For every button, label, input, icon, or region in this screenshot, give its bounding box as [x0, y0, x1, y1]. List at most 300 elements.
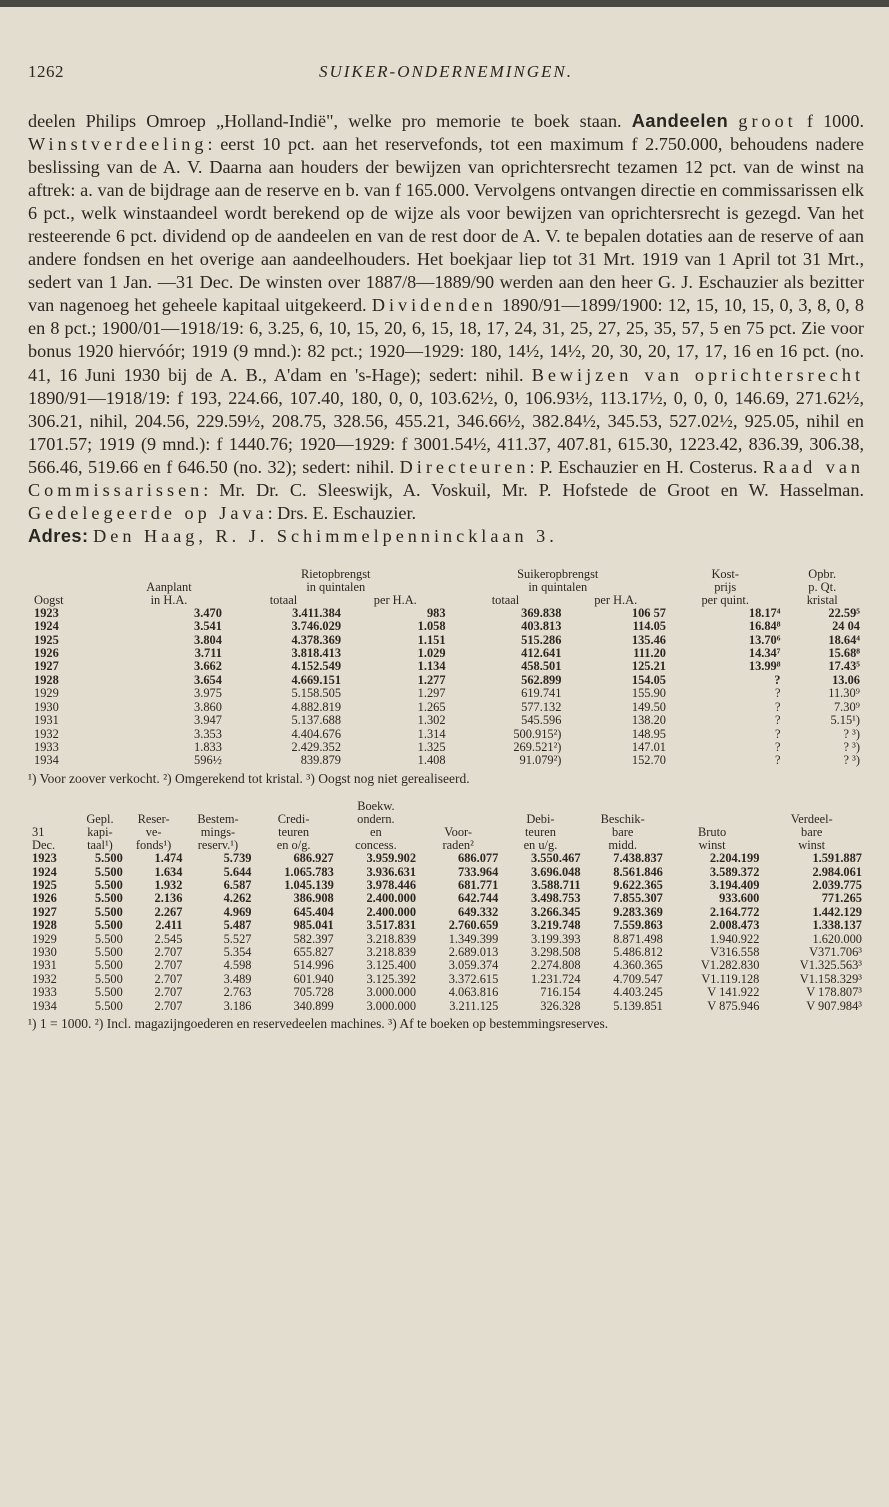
table-cell: 1.045.139 [284, 878, 334, 893]
table-cell: 326.328 [540, 998, 581, 1013]
table-cell: 1934 [34, 753, 59, 768]
table-cell: 933.600 [719, 891, 760, 906]
table-cell: 4.152.549 [291, 659, 342, 674]
table-cell: 3.746.029 [291, 619, 342, 634]
table-cell: 125.21 [631, 659, 666, 674]
table-cell: 135.46 [631, 632, 666, 647]
table-cell: 13.70⁶ [748, 632, 781, 647]
table-cell: 5.15¹) [830, 713, 860, 728]
dividenden-label: Dividenden [371, 295, 497, 316]
table-cell: 3.662 [194, 659, 222, 674]
table-cell: 1925 [34, 632, 59, 647]
table-cell: 1933 [34, 739, 59, 754]
table-cell: 148.95 [631, 726, 666, 741]
table-cell: 3.218.839 [366, 945, 417, 960]
table-cell: 3.804 [194, 632, 222, 647]
table-cell: 1923 [34, 605, 59, 620]
table-row [28, 1000, 864, 1013]
column-header: Credi- [277, 812, 310, 827]
table-cell: 5.500 [94, 851, 123, 866]
table-cell: 3.199.393 [531, 931, 581, 946]
table-cell: 5.487 [223, 918, 252, 933]
table-cell: 7.438.837 [613, 851, 663, 866]
table-cell: 1934 [32, 998, 57, 1013]
table-cell: 3.588.711 [531, 878, 581, 893]
column-header: en o/g. [276, 838, 311, 853]
table-cell: 582.397 [293, 931, 334, 946]
table-cell: ? [774, 672, 781, 687]
table-row [28, 754, 864, 767]
table-cell: 3.125.400 [366, 958, 417, 973]
table2-footnote: ¹) 1 = 1000. ²) Incl. magazijngoederen en reservedeelen machines. ³) Af te boeken op bestemmingsreserves. [28, 1016, 609, 1032]
table-row [28, 741, 864, 754]
table-header-row [28, 568, 864, 581]
table-row [28, 852, 864, 865]
column-header: bare [612, 825, 634, 840]
table-cell: 5.137.688 [291, 713, 342, 728]
table-cell: 18.64⁴ [828, 632, 860, 647]
table-row [28, 906, 864, 919]
table-cell: 686.927 [293, 851, 334, 866]
table-cell: 1930 [32, 945, 57, 960]
table-cell: 3.550.467 [531, 851, 581, 866]
table-header-row [28, 581, 864, 594]
table-cell: 1923 [32, 851, 57, 866]
table-cell: 1.474 [154, 851, 183, 866]
running-title: SUIKER-ONDERNEMINGEN. [318, 62, 573, 81]
table-cell: 4.360.365 [613, 958, 663, 973]
table-cell: 8.561.846 [613, 864, 663, 879]
table-cell: 3.411.384 [292, 605, 342, 620]
top-edge-bar [0, 0, 889, 7]
column-header: ve- [145, 825, 162, 840]
table-cell: 649.332 [458, 904, 499, 919]
suiker-unit-header: in quintalen [528, 579, 588, 594]
table-cell: 5.527 [223, 931, 252, 946]
table-cell: 3.194.409 [709, 878, 760, 893]
column-header: winst [798, 838, 826, 853]
table-cell: 2.545 [154, 931, 183, 946]
table-row [28, 892, 864, 905]
table-cell: 340.899 [293, 998, 334, 1013]
table-row [28, 973, 864, 986]
table-row [28, 986, 864, 999]
table-cell: 13.06 [832, 672, 860, 687]
table-cell: 4.063.816 [448, 985, 499, 1000]
table-row [28, 701, 864, 714]
table-cell: V1.325.563³ [799, 958, 862, 973]
table-row [28, 879, 864, 892]
table-cell: 3.353 [194, 726, 222, 741]
table-cell: 1.932 [154, 878, 183, 893]
table-cell: 18.17⁴ [748, 605, 781, 620]
table-cell: 3.000.000 [366, 998, 417, 1013]
table-cell: 9.622.365 [613, 878, 663, 893]
table-cell: 4.709.547 [613, 971, 663, 986]
table-cell: 1.634 [154, 864, 183, 879]
table-cell: 1.349.399 [448, 931, 499, 946]
table-cell: 9.283.369 [613, 904, 663, 919]
table-cell: 1932 [34, 726, 59, 741]
table-cell: 1.065.783 [284, 864, 334, 879]
table-row [28, 647, 864, 660]
table-cell: V1.119.128 [701, 971, 760, 986]
table-cell: 154.05 [631, 672, 666, 687]
table-cell: 716.154 [540, 985, 581, 1000]
table-cell: 15.68⁸ [828, 646, 860, 661]
table-cell: 458.501 [521, 659, 562, 674]
table-cell: 1.134 [417, 659, 446, 674]
column-header: Bruto [697, 825, 727, 840]
table-cell: 839.879 [300, 753, 342, 768]
table-cell: 3.959.902 [366, 851, 417, 866]
per-ha-header: per H.A. [373, 592, 417, 607]
table-cell: 7.30⁹ [833, 699, 860, 714]
totaal2-header: totaal [491, 592, 520, 607]
table-cell: 2.039.775 [812, 878, 862, 893]
table-cell: 5.139.851 [613, 998, 663, 1013]
table-row [28, 660, 864, 673]
table-cell: 1927 [32, 904, 57, 919]
table-cell: 91.079²) [519, 753, 562, 768]
table-cell: 5.500 [94, 958, 123, 973]
table-cell: 8.871.498 [613, 931, 663, 946]
table-cell: V371.706³ [809, 945, 862, 960]
table-cell: 3.975 [194, 686, 222, 701]
table-cell: 3.947 [194, 713, 222, 728]
table-cell: 1930 [34, 699, 59, 714]
table-cell: 5.500 [94, 945, 123, 960]
table-row [28, 687, 864, 700]
table-cell: 3.059.374 [448, 958, 499, 973]
table-cell: 2.760.659 [448, 918, 499, 933]
table-cell: 985.041 [293, 918, 334, 933]
table-cell: 3.186 [223, 998, 252, 1013]
table-cell: 1931 [34, 713, 59, 728]
table-row [28, 866, 864, 879]
table-cell: 403.813 [521, 619, 562, 634]
table-cell: 3.489 [223, 971, 252, 986]
table-cell: 1924 [32, 864, 57, 879]
text-segment: f 1000. [796, 111, 864, 131]
table-cell: ? [774, 713, 781, 728]
table-cell: 386.908 [293, 891, 334, 906]
table-cell: 14.34⁷ [748, 646, 781, 661]
table-cell: 5.486.812 [613, 945, 663, 960]
production-table-body [28, 607, 864, 768]
table-cell: 1.029 [417, 646, 446, 661]
table-cell: ? ³) [843, 726, 860, 741]
column-header: reserv.¹) [197, 838, 239, 853]
adres-value: Den Haag, R. J. Schimmelpennincklaan 3. [93, 525, 558, 546]
table-cell: 3.711 [194, 646, 222, 661]
suiker-group-header: Suikeropbrengst [517, 566, 599, 581]
column-header: concess. [355, 838, 397, 853]
table-cell: 2.689.013 [448, 945, 499, 960]
table-cell: 4.403.245 [613, 985, 663, 1000]
table-cell: 1.442.129 [812, 904, 862, 919]
column-header: teuren [278, 825, 310, 840]
table-cell: 681.771 [458, 878, 499, 893]
table-cell: 111.20 [633, 646, 666, 661]
table-cell: 5.739 [223, 851, 252, 866]
table-cell: 4.669.151 [291, 672, 342, 687]
column-header: taal¹) [87, 838, 113, 853]
column-header: Voor- [444, 825, 473, 840]
table-cell: 5.500 [94, 985, 123, 1000]
text-segment: 1890/91—1899/1900: 12, 15, 10, 15, 0, 3, 8, 0, 8 en 8 pct.; 1900/01—1918/19: 6, 3.25, 6, 10, 15, 20, 6, 15, 18, 17, 24, 31, 25, 27, 25, 35, 57, 5 en 75 pct. Zie voor bonus 1920 hiervóór; 1919 (9 mnd.): 82 pct.; 1920—1929: 180, 14½, 14½, 20, 30, 20, 17, 17, 16 en 16 pct. (no. 41, 16 Juni 1930 bij de A. B., A'dam en 's-Hage); sedert: nihil. [28, 295, 864, 385]
table-cell: 1926 [32, 891, 57, 906]
in-ha-header: in H.A. [150, 592, 188, 607]
table-cell: ? ³) [843, 753, 860, 768]
table-cell: 4.969 [223, 904, 252, 919]
column-header: Bestem- [197, 812, 239, 827]
table-cell: 4.882.819 [291, 699, 342, 714]
column-header: teuren [524, 825, 556, 840]
table-cell: 1929 [34, 686, 59, 701]
table-cell: 2.763 [223, 985, 252, 1000]
table-cell: 5.354 [223, 945, 252, 960]
table-cell: ? [774, 753, 781, 768]
table-cell: 1924 [34, 619, 59, 634]
table-row [28, 959, 864, 972]
table-cell: 4.378.369 [291, 632, 342, 647]
table-cell: V 907.984³ [806, 998, 862, 1013]
page-number: 1262 [28, 62, 64, 81]
balance-table-body [28, 852, 864, 1013]
text-segment: deelen Philips Omroep „Holland-Indië", welke pro memorie te boek staan. [28, 111, 632, 131]
table-cell: 686.077 [458, 851, 499, 866]
table-cell: 3.860 [194, 699, 222, 714]
text-segment: : Mr. Dr. C. Sleeswijk, A. Voskuil, Mr. P. Hofstede de Groot en W. Hasselman. [203, 479, 864, 500]
table-cell: ? [774, 726, 781, 741]
table-cell: 1.151 [417, 632, 446, 647]
table-cell: V 875.946 [707, 998, 760, 1013]
table-cell: 1931 [32, 958, 57, 973]
table-cell: 2.400.000 [366, 891, 417, 906]
table-cell: 2.164.772 [709, 904, 760, 919]
book-page [28, 50, 864, 1032]
table-cell: 152.70 [631, 753, 666, 768]
table-cell: 771.265 [821, 891, 862, 906]
table-cell: 3.517.831 [366, 918, 417, 933]
table-cell: 1925 [32, 878, 57, 893]
table-cell: 5.500 [94, 998, 123, 1013]
table-cell: 1.325 [417, 739, 446, 754]
table-cell: 1.231.724 [531, 971, 581, 986]
table-cell: 5.500 [94, 904, 123, 919]
table-cell: 1.408 [417, 753, 446, 768]
table-cell: 515.286 [521, 632, 562, 647]
table-cell: 3.818.413 [291, 646, 342, 661]
table-cell: 138.20 [631, 713, 666, 728]
table-row [28, 728, 864, 741]
column-header: kapi- [87, 825, 113, 840]
table-cell: 3.218.839 [366, 931, 417, 946]
table-cell: V1.158.329³ [799, 971, 862, 986]
text-segment: : Drs. E. Eschauzier. [267, 502, 417, 523]
table-cell: 1933 [32, 985, 57, 1000]
address-line [28, 525, 864, 548]
table-cell: 500.915²) [513, 726, 562, 741]
winstverdeeling-label: Winstverdeeling [28, 134, 208, 155]
table-row [28, 919, 864, 932]
table-cell: 2.707 [154, 945, 183, 960]
table-cell: 3.498.753 [531, 891, 581, 906]
prijs-header: prijs [714, 579, 737, 594]
raad-label: Raad van Commissarissen [28, 456, 865, 500]
table-cell: 1926 [34, 646, 59, 661]
column-header: bare [801, 825, 823, 840]
table-cell: 1.591.887 [812, 851, 862, 866]
table-cell: 369.838 [521, 605, 562, 620]
table-cell: 2.984.061 [812, 864, 862, 879]
table-cell: 3.000.000 [366, 985, 417, 1000]
table-cell: 4.598 [223, 958, 252, 973]
table-cell: 1932 [32, 971, 57, 986]
directeuren-label: Directeuren [399, 456, 530, 477]
table-header-row [28, 594, 864, 607]
table-cell: 5.500 [94, 891, 123, 906]
column-header: Reser- [137, 812, 170, 827]
table-cell: 2.707 [154, 971, 183, 986]
table-cell: 1.302 [417, 713, 446, 728]
table-cell: 5.500 [94, 918, 123, 933]
table-cell: 5.158.505 [291, 686, 342, 701]
table-cell: 149.50 [631, 699, 666, 714]
text-segment: : P. Eschauzier en H. Costerus. [529, 456, 763, 477]
table-cell: 3.211.125 [449, 998, 499, 1013]
kristal-header: kristal [806, 592, 838, 607]
production-table [28, 568, 864, 768]
column-header: winst [698, 838, 726, 853]
table1-footnote: ¹) Voor zoover verkocht. ²) Omgerekend tot kristal. ³) Oogst nog niet gerealiseerd. [28, 770, 470, 786]
table-cell: V 141.922 [707, 985, 760, 1000]
riet-group-header: Rietopbrengst [300, 566, 371, 581]
aanplant-header: Aanplant [146, 579, 192, 594]
column-header: 31 [32, 825, 45, 840]
table-cell: 11.30⁹ [828, 686, 860, 701]
groot-label: groot [738, 111, 797, 131]
table-cell: 4.404.676 [291, 726, 342, 741]
table-cell: 1.338.137 [812, 918, 862, 933]
table-cell: 1.265 [417, 699, 446, 714]
column-header: Dec. [32, 838, 56, 853]
table-cell: 155.90 [631, 686, 666, 701]
column-header: raden² [442, 838, 474, 853]
table-cell: 2.204.199 [709, 851, 760, 866]
table-cell: 1.833 [194, 739, 222, 754]
main-paragraph [28, 110, 864, 548]
bewijzen-label: Bewijzen van oprichtersrecht [531, 364, 864, 385]
table-cell: 642.744 [458, 891, 499, 906]
kost-header: Kost- [711, 566, 739, 581]
table-cell: ? [774, 699, 781, 714]
table-cell: 5.644 [223, 864, 252, 879]
page-header [28, 50, 864, 86]
table-cell: 17.43⁵ [828, 659, 860, 674]
column-header: midd. [608, 838, 637, 853]
table-row [28, 933, 864, 946]
riet-unit-header: in quintalen [306, 579, 366, 594]
table-cell: 3.978.446 [366, 878, 417, 893]
table-cell: ? ³) [843, 739, 860, 754]
table-cell: 1.058 [417, 619, 446, 634]
table-cell: 3.470 [194, 605, 222, 620]
table-cell: 412.641 [521, 646, 562, 661]
table-cell: 24 04 [832, 619, 860, 634]
table-cell: 3.654 [194, 672, 222, 687]
table-cell: 3.589.372 [709, 864, 760, 879]
table-cell: 5.500 [94, 931, 123, 946]
pqt-header: p. Qt. [808, 579, 837, 594]
table-row [28, 674, 864, 687]
table-cell: 1.277 [417, 672, 446, 687]
table-row [28, 607, 864, 620]
table-cell: 1.620.000 [812, 931, 862, 946]
table-cell: 2.136 [154, 891, 183, 906]
totaal-header: totaal [269, 592, 298, 607]
text-segment: : eerst 10 pct. aan het reservefonds, tot een maximum f 2.750.000, behoudens nadere beslissing van de A. V. Daarna aan houders der bewijzen van oprichtersrecht tezamen 12 pct. van de winst na aftrek: a. van de bijdrage aan de reserve en b. van f 165.000. Vervolgens ontvangen directie en commissarissen elk 6 pct., welk winstaandeel wordt berekend op de wijze als voor bewijzen van oprichtersrecht is gezegd. Van het resteerende 6 pct. dividend op de aandeelen en van de rest door de A. V. te bepalen dotaties aan de reserve of aan andere fondsen en het overige aan aandeelhouders. Het boekjaar liep tot 31 Mrt. 1919 van 1 April tot 31 Mrt., sedert van 1 Jan. —31 Dec. De winsten over 1887/8—1889/90 werden aan den heer G. J. Eschauzier als bezitter van nagenoeg het geheele kapitaal uitgekeerd. [28, 134, 864, 316]
table-cell: 1928 [32, 918, 57, 933]
column-header: Verdeel- [790, 812, 833, 827]
table-cell: 1.940.922 [709, 931, 760, 946]
table-cell: 3.266.345 [531, 904, 581, 919]
column-header: fonds¹) [135, 838, 172, 853]
column-header: en [370, 825, 382, 840]
table-cell: 13.99⁸ [748, 659, 781, 674]
column-header: Beschik- [600, 812, 645, 827]
table-cell: 2.707 [154, 958, 183, 973]
table-cell: 147.01 [631, 739, 666, 754]
table-row [28, 634, 864, 647]
per-ha2-header: per H.A. [594, 592, 638, 607]
table-cell: 1.297 [417, 686, 446, 701]
table-cell: 655.827 [293, 945, 334, 960]
table-row [28, 620, 864, 633]
column-header: Debi- [526, 812, 555, 827]
table-cell: 645.404 [293, 904, 334, 919]
table-cell: ? [774, 686, 781, 701]
table-cell: 3.125.392 [366, 971, 417, 986]
column-header: ondern. [357, 812, 395, 827]
table-cell: 114.05 [632, 619, 666, 634]
gedelegeerde-label: Gedelegeerde op Java [28, 502, 268, 523]
text-segment: 1890/91—1918/19: f 193, 224.66, 107.40, 180, 0, 0, 103.62½, 0, 106.93½, 113.17½, 0, 0, 0, 146.69, 271.62½, 306.21, nihil, 204.56, 229.59½, 208.75, 328.56, 455.21, 346.66½, 382.84½, 345.53, 527.02½, 925.05, nihil en 1701.57; 1919 (9 mnd.): f 1440.76; 1920—1929: f 3001.54½, 411.37, 407.81, 615.30, 1223.42, 836.39, 306.38, 566.46, 519.66 en f 646.50 (no. 32); sedert: nihil. [28, 387, 864, 477]
table-cell: ? [774, 739, 781, 754]
table-cell: 562.899 [521, 672, 562, 687]
table-cell: 2.267 [154, 904, 183, 919]
table-cell: 269.521²) [513, 739, 562, 754]
table-cell: V 178.807³ [806, 985, 862, 1000]
table-cell: 1927 [34, 659, 59, 674]
table-cell: V1.282.830 [700, 958, 760, 973]
table-cell: 3.372.615 [448, 971, 499, 986]
table-cell: 16.84⁸ [748, 619, 781, 634]
table-cell: 2.008.473 [709, 918, 760, 933]
table-cell: 3.936.631 [366, 864, 417, 879]
table-cell: 596½ [194, 753, 222, 768]
table-cell: 2.429.352 [291, 739, 342, 754]
table-cell: 2.274.808 [531, 958, 581, 973]
table-cell: 7.559.863 [613, 918, 663, 933]
table-cell: 1929 [32, 931, 57, 946]
table-cell: 705.728 [293, 985, 334, 1000]
column-header: mings- [200, 825, 236, 840]
table-cell: 5.500 [94, 878, 123, 893]
table-cell: 5.500 [94, 971, 123, 986]
table-cell: 3.219.748 [531, 918, 581, 933]
